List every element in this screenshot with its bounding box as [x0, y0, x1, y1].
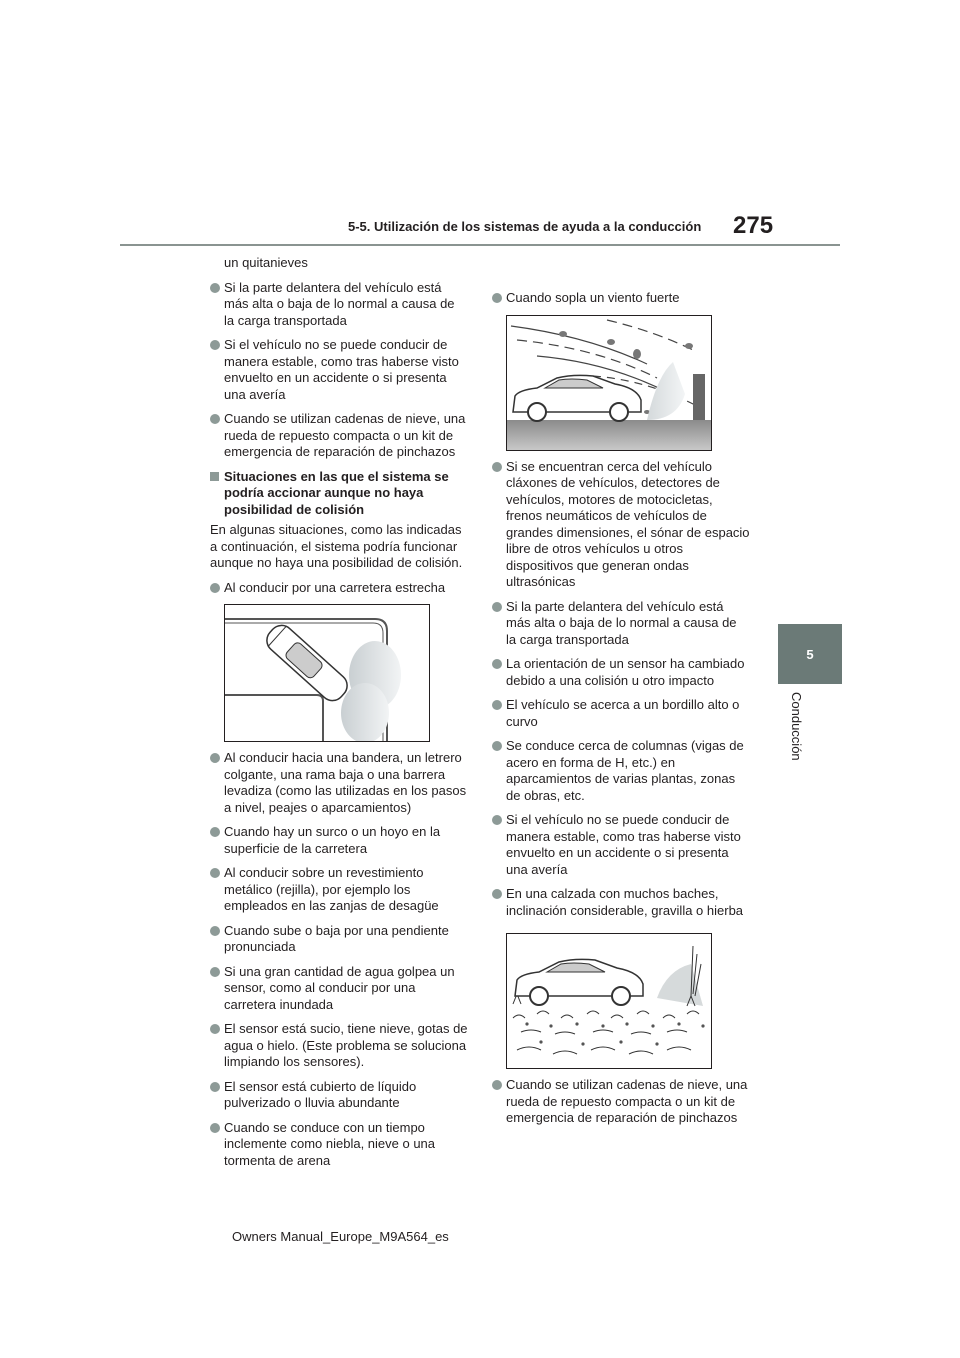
bullet-icon: [210, 1123, 220, 1133]
list-item: Si una gran cantidad de agua golpea un sensor, como al conducir por una carretera inundada: [210, 964, 468, 1014]
bullet-icon: [492, 602, 502, 612]
bullet-icon: [492, 1080, 502, 1090]
bullet-icon: [210, 414, 220, 424]
bullet-icon: [210, 583, 220, 593]
chapter-number: 5: [806, 646, 814, 662]
list-item: Cuando hay un surco o un hoyo en la superficie de la carretera: [210, 824, 468, 857]
continued-text: un quitanieves: [224, 255, 308, 270]
bullet-icon: [492, 700, 502, 710]
header-divider: [120, 244, 840, 246]
bullet-icon: [210, 1024, 220, 1034]
bullet-icon: [210, 868, 220, 878]
rough-road-illustration: [506, 933, 712, 1069]
strong-wind-illustration: [506, 315, 712, 451]
bullet-icon: [210, 1082, 220, 1092]
bullet-icon: [210, 926, 220, 936]
list-item: Cuando se utilizan cadenas de nieve, una rueda de repuesto compacta o un kit de emergencia de reparación de pinchazos: [210, 411, 468, 461]
bullet-icon: [210, 753, 220, 763]
chapter-tab[interactable]: [778, 624, 842, 684]
bullet-icon: [492, 293, 502, 303]
list-item: Al conducir por una carretera estrecha: [210, 580, 468, 597]
right-column: [492, 290, 750, 1135]
list-item: La orientación de un sensor ha cambiado debido a una colisión u otro impacto: [492, 656, 750, 689]
bullet-icon: [492, 659, 502, 669]
list-item: Si el vehículo no se puede conducir de manera estable, como tras haberse visto envuelto en un accidente o si presenta una avería: [492, 812, 750, 878]
bullet-icon: [492, 889, 502, 899]
bullet-icon: [210, 967, 220, 977]
list-item: El vehículo se acerca a un bordillo alto o curvo: [492, 697, 750, 730]
section-paragraph: En algunas situaciones, como las indicadas a continuación, el sistema podría funcionar aunque no haya una posibilidad de colisión.: [210, 522, 463, 570]
list-item: Cuando sube o baja por una pendiente pronunciada: [210, 923, 468, 956]
left-column: [210, 255, 468, 1177]
bullet-icon: [492, 462, 502, 472]
list-item: Si se encuentran cerca del vehículo cláxones de vehículos, detectores de vehículos, motores de motocicletas, frenos neumáticos de vehículos de grandes dimensiones, el sónar de espacio libre de otros vehículos u otros dispositivos que generan ondas ultrasónicas: [492, 459, 750, 591]
list-item: Cuando se conduce con un tiempo inclemente como niebla, nieve o una tormenta de arena: [210, 1120, 468, 1170]
narrow-road-illustration: [224, 604, 430, 742]
list-item: Cuando sopla un viento fuerte: [492, 290, 750, 307]
list-item: En una calzada con muchos baches, inclinación considerable, gravilla o hierba: [492, 886, 750, 919]
bullet-icon: [492, 741, 502, 751]
list-item: Al conducir sobre un revestimiento metálico (rejilla), por ejemplo los empleados en las zanjas de desagüe: [210, 865, 468, 915]
bullet-icon: [210, 283, 220, 293]
section-title: 5-5. Utilización de los sistemas de ayuda a la conducción: [348, 219, 702, 234]
square-bullet-icon: [210, 472, 219, 481]
list-item: Si el vehículo no se puede conducir de manera estable, como tras haberse visto envuelto en un accidente o si presenta una avería: [210, 337, 468, 403]
car-icon: [515, 959, 643, 1005]
list-item: Si la parte delantera del vehículo está más alta o baja de lo normal a causa de la carga transportada: [492, 599, 750, 649]
list-item: Si la parte delantera del vehículo está más alta o baja de lo normal a causa de la carga transportada: [210, 280, 468, 330]
list-item: Al conducir hacia una bandera, un letrero colgante, una rama baja o una barrera levadiza (como las utilizadas en los pasos a nivel, peajes o aparcamientos): [210, 750, 468, 816]
bullet-icon: [210, 340, 220, 350]
section-heading: Situaciones en las que el sistema se podría accionar aunque no haya posibilidad de colisión: [210, 469, 468, 519]
list-item: El sensor está cubierto de líquido pulverizado o lluvia abundante: [210, 1079, 468, 1112]
footer-text: Owners Manual_Europe_M9A564_es: [232, 1229, 449, 1244]
list-item: Se conduce cerca de columnas (vigas de acero en forma de H, etc.) en aparcamientos de varias plantas, zonas de obras, etc.: [492, 738, 750, 804]
chapter-label: Conducción: [789, 692, 804, 761]
page-number: 275: [733, 212, 774, 239]
list-item: Cuando se utilizan cadenas de nieve, una rueda de repuesto compacta o un kit de emergencia de reparación de pinchazos: [492, 1077, 750, 1127]
car-icon: [513, 375, 641, 421]
bullet-icon: [210, 827, 220, 837]
list-item: El sensor está sucio, tiene nieve, gotas de agua o hielo. (Este problema se soluciona limpiando los sensores).: [210, 1021, 468, 1071]
bullet-icon: [492, 815, 502, 825]
